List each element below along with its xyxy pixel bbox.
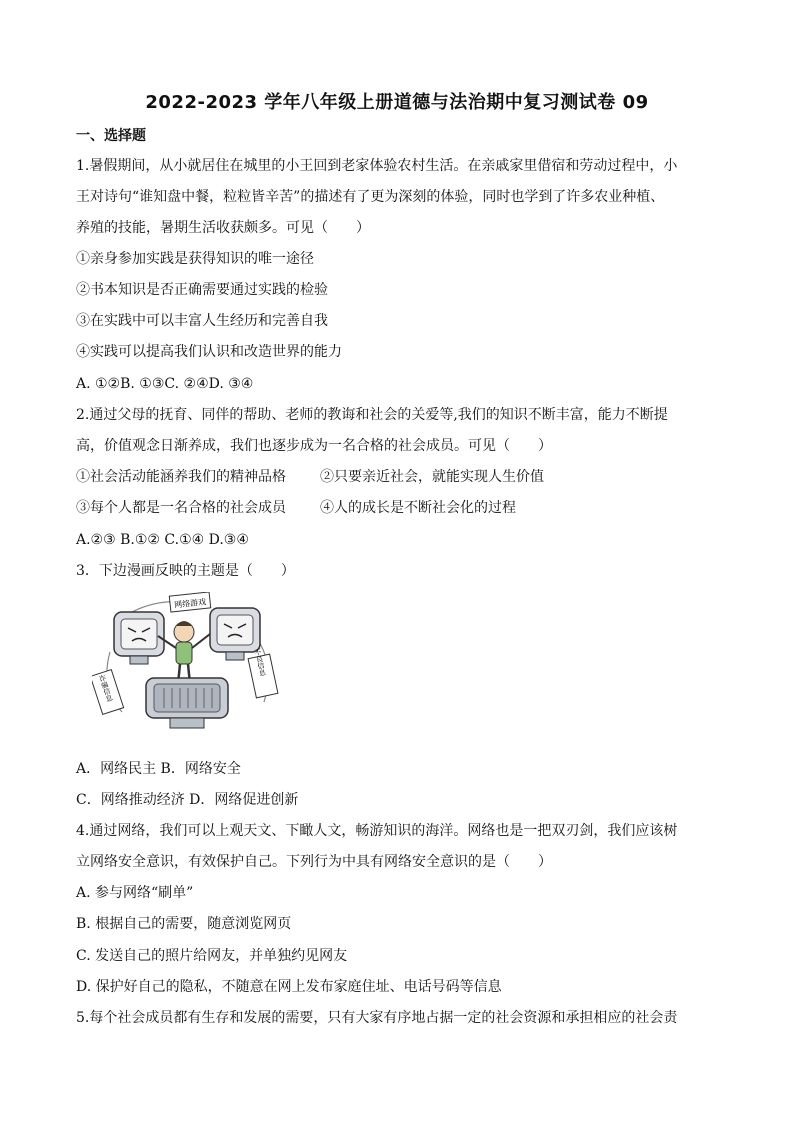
q4-stem-line-1: 4.通过网络，我们可以上观天文、下瞰人文，畅游知识的海洋。网络也是一把双刃剑，我们应该树 [76, 823, 678, 839]
q1-stem-line-3: 养殖的技能，暑期生活收获颇多。可见（ ） [76, 220, 370, 236]
q3-stem: 3．下边漫画反映的主题是（ ） [76, 563, 295, 579]
q1-stem-line-2: 王对诗句“谁知盘中餐，粒粒皆辛苦”的描述有了更为深刻的体验，同时也学到了许多农业种植、 [76, 189, 665, 205]
q1-answer-choices: A. ①②B. ①③C. ②④D. ③④ [76, 376, 254, 392]
page-title: 2022-2023 学年八年级上册道德与法治期中复习测试卷 09 [145, 92, 649, 113]
q1-option-2: ②书本知识是否正确需要通过实践的检验 [76, 282, 328, 298]
q2-options-row-1 [76, 467, 716, 487]
bad-info-tag [248, 648, 278, 698]
game-sign-label: 网络游戏 [173, 597, 207, 610]
child-figure [158, 621, 210, 684]
q1-stem-line-1: 1.暑假期间，从小就居住在城里的小王回到老家体验农村生活。在亲戚家里借宿和劳动过程中，小 [76, 158, 678, 174]
q4-option-c: C. 发送自己的照片给网友，并单独约见网友 [76, 948, 348, 964]
q2-stem-line-2: 高，价值观念日渐养成，我们也逐步成为一名合格的社会成员。可见（ ） [76, 438, 552, 454]
game-sign [169, 592, 210, 612]
bottom-monitor [146, 678, 228, 728]
q1-option-1: ①亲身参加实践是获得知识的唯一途径 [76, 251, 314, 267]
q4-option-b: B. 根据自己的需要，随意浏览网页 [76, 916, 292, 932]
right-monitor [210, 608, 260, 660]
q2-option-2: ②只要亲近社会，就能实现人生价值 [320, 469, 544, 485]
q1-option-3: ③在实践中可以丰富人生经历和完善自我 [76, 313, 328, 329]
q1-option-4: ④实践可以提高我们认识和改造世界的能力 [76, 344, 342, 360]
q2-options-row-2 [76, 498, 716, 518]
q2-answer-choices: A.②③ B.①② C.①④ D.③④ [76, 532, 249, 548]
q5-stem-line-1: 5.每个社会成员都有生存和发展的需要，只有大家有序地占据一定的社会资源和承担相应的社会责 [76, 1010, 678, 1026]
q3-answer-choices-2: C．网络推动经济 D．网络促进创新 [76, 792, 299, 808]
left-monitor [114, 612, 164, 664]
q2-option-1: ①社会活动能涵养我们的精神品格 [76, 469, 286, 485]
cartoon-illustration [92, 592, 282, 740]
fraud-info-tag [92, 670, 124, 715]
q4-option-d: D. 保护好自己的隐私，不随意在网上发布家庭住址、电话号码等信息 [76, 979, 502, 995]
q3-answer-choices-1: A．网络民主 B．网络安全 [76, 761, 241, 777]
q2-stem-line-1: 2.通过父母的抚育、同伴的帮助、老师的教诲和社会的关爱等,我们的知识不断丰富，能力不断提 [76, 407, 668, 423]
fraud-info-label: 诈骗信息 [97, 673, 114, 703]
q2-option-4: ④人的成长是不断社会化的过程 [320, 500, 516, 516]
section-heading: 一、选择题 [76, 128, 146, 144]
bad-info-label: 不良信息 [253, 647, 267, 677]
q4-stem-line-2: 立网络安全意识，有效保护自己。下列行为中具有网络安全意识的是（ ） [76, 854, 552, 870]
q4-option-a: A. 参与网络“刷单” [76, 885, 194, 901]
q2-option-3: ③每个人都是一名合格的社会成员 [76, 500, 286, 516]
